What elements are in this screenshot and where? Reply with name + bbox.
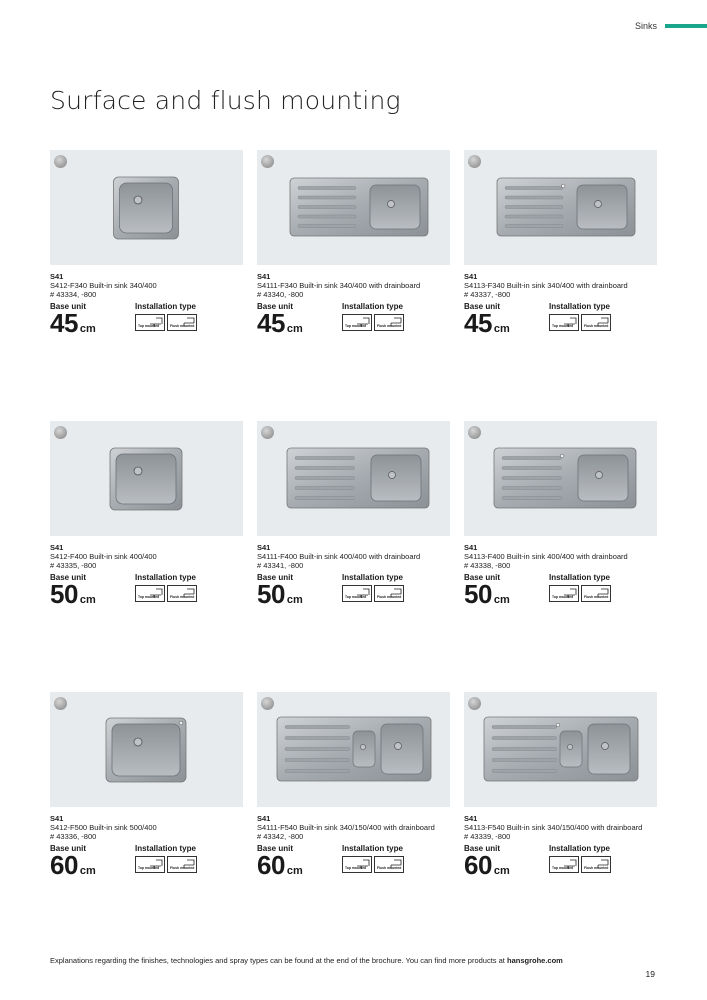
- product-photo[interactable]: [50, 421, 243, 536]
- product-article-number: # 43337, -800: [464, 290, 511, 299]
- base-unit-unit: cm: [79, 865, 96, 877]
- product-description: S4113-F540 Built-in sink 340/150/400 with drainboard: [464, 823, 643, 832]
- product-card[interactable]: [464, 421, 657, 607]
- product-series: S41: [464, 543, 478, 552]
- installation-type-icons: [342, 585, 404, 602]
- installation-type-label: Installation type: [342, 573, 403, 582]
- base-unit-value: 45: [257, 308, 285, 338]
- install-top-mounted-icon: [549, 585, 579, 602]
- installation-type-label: Installation type: [135, 302, 196, 311]
- install-top-mounted-label: Top mounted: [138, 866, 160, 871]
- product-photo[interactable]: [464, 421, 657, 536]
- sink-product-image: [50, 692, 243, 807]
- finish-swatch-icon: [261, 697, 274, 710]
- base-unit-size: [464, 308, 510, 339]
- installation-type-label: Installation type: [342, 302, 403, 311]
- product-description: S4113-F340 Built-in sink 340/400 with drainboard: [464, 281, 628, 290]
- product-description: S4111-F340 Built-in sink 340/400 with drainboard: [257, 281, 421, 290]
- product-description: S4113-F400 Built-in sink 400/400 with drainboard: [464, 552, 628, 561]
- base-unit-unit: cm: [493, 594, 510, 606]
- install-top-mounted-label: Top mounted: [345, 595, 367, 600]
- base-unit-label: Base unit: [50, 573, 87, 582]
- product-description: S412-F340 Built-in sink 340/400: [50, 281, 157, 290]
- product-photo[interactable]: [257, 421, 450, 536]
- sink-product-image: [50, 421, 243, 536]
- install-top-mounted-label: Top mounted: [552, 595, 574, 600]
- product-card[interactable]: [464, 692, 657, 878]
- install-flush-mounted-label: Flush mounted: [377, 866, 402, 871]
- product-article-number: # 43339, -800: [464, 832, 511, 841]
- installation-type-icons: [342, 314, 404, 331]
- product-photo[interactable]: [464, 692, 657, 807]
- footer-note-text: Explanations regarding the finishes, technologies and spray types can be found at the end of the brochure. You can find more products at: [50, 956, 507, 965]
- install-top-mounted-icon: [342, 585, 372, 602]
- base-unit-label: Base unit: [50, 844, 87, 853]
- base-unit-unit: cm: [286, 323, 303, 335]
- product-series: S41: [257, 543, 271, 552]
- install-flush-mounted-icon: [581, 585, 611, 602]
- sink-product-image: [257, 692, 450, 807]
- install-top-mounted-icon: [342, 856, 372, 873]
- install-top-mounted-label: Top mounted: [552, 324, 574, 329]
- product-description: S4111-F540 Built-in sink 340/150/400 with drainboard: [257, 823, 435, 832]
- product-series: S41: [257, 272, 271, 281]
- product-article-number: # 43342, -800: [257, 832, 304, 841]
- base-unit-label: Base unit: [464, 844, 501, 853]
- product-photo[interactable]: [257, 692, 450, 807]
- base-unit-unit: cm: [79, 594, 96, 606]
- base-unit-unit: cm: [286, 865, 303, 877]
- install-top-mounted-icon: [135, 585, 165, 602]
- product-specs: [464, 573, 657, 607]
- install-top-mounted-label: Top mounted: [345, 866, 367, 871]
- install-flush-mounted-icon: [167, 856, 197, 873]
- finish-swatch-icon: [54, 426, 67, 439]
- install-flush-mounted-icon: [581, 856, 611, 873]
- install-flush-mounted-label: Flush mounted: [584, 595, 609, 600]
- product-card[interactable]: [464, 150, 657, 336]
- base-unit-label: Base unit: [257, 302, 294, 311]
- product-series: S41: [464, 272, 478, 281]
- product-specs: [257, 573, 450, 607]
- product-specs: [464, 302, 657, 336]
- product-series: S41: [257, 814, 271, 823]
- finish-swatch-icon: [261, 155, 274, 168]
- install-flush-mounted-icon: [167, 314, 197, 331]
- installation-type-icons: [135, 585, 197, 602]
- product-specs: [257, 302, 450, 336]
- product-photo[interactable]: [257, 150, 450, 265]
- product-article-number: # 43336, -800: [50, 832, 97, 841]
- product-photo[interactable]: [50, 692, 243, 807]
- base-unit-label: Base unit: [257, 844, 294, 853]
- product-photo[interactable]: [464, 150, 657, 265]
- base-unit-unit: cm: [286, 594, 303, 606]
- product-card[interactable]: [50, 421, 243, 607]
- install-flush-mounted-icon: [374, 585, 404, 602]
- product-card[interactable]: [50, 150, 243, 336]
- sink-product-image: [464, 421, 657, 536]
- sink-product-image: [50, 150, 243, 265]
- product-description: S412-F400 Built-in sink 400/400: [50, 552, 157, 561]
- base-unit-value: 60: [50, 850, 78, 880]
- finish-swatch-icon: [54, 697, 67, 710]
- product-article-number: # 43334, -800: [50, 290, 97, 299]
- product-article-number: # 43340, -800: [257, 290, 304, 299]
- section-label: Sinks: [634, 21, 657, 31]
- product-card[interactable]: [257, 150, 450, 336]
- base-unit-size: [464, 579, 510, 610]
- product-article-number: # 43341, -800: [257, 561, 304, 570]
- installation-type-label: Installation type: [135, 573, 196, 582]
- base-unit-value: 45: [50, 308, 78, 338]
- install-top-mounted-label: Top mounted: [345, 324, 367, 329]
- finish-swatch-icon: [468, 697, 481, 710]
- base-unit-value: 45: [464, 308, 492, 338]
- install-flush-mounted-icon: [167, 585, 197, 602]
- installation-type-icons: [549, 314, 611, 331]
- install-top-mounted-label: Top mounted: [138, 324, 160, 329]
- sink-product-image: [464, 692, 657, 807]
- install-flush-mounted-label: Flush mounted: [170, 866, 195, 871]
- base-unit-label: Base unit: [464, 302, 501, 311]
- sink-product-image: [464, 150, 657, 265]
- footer-site-link[interactable]: hansgrohe.com: [506, 956, 563, 965]
- install-flush-mounted-label: Flush mounted: [584, 324, 609, 329]
- base-unit-unit: cm: [493, 865, 510, 877]
- base-unit-size: [257, 850, 303, 881]
- base-unit-size: [50, 850, 96, 881]
- base-unit-size: [50, 308, 96, 339]
- base-unit-label: Base unit: [50, 302, 87, 311]
- finish-swatch-icon: [468, 426, 481, 439]
- product-specs: [50, 302, 243, 336]
- installation-type-label: Installation type: [549, 573, 610, 582]
- finish-swatch-icon: [468, 155, 481, 168]
- install-flush-mounted-label: Flush mounted: [170, 595, 195, 600]
- install-flush-mounted-icon: [374, 314, 404, 331]
- installation-type-label: Installation type: [342, 844, 403, 853]
- product-photo[interactable]: [50, 150, 243, 265]
- sink-product-image: [257, 150, 450, 265]
- sink-product-image: [257, 421, 450, 536]
- product-specs: [50, 844, 243, 878]
- base-unit-size: [257, 308, 303, 339]
- install-flush-mounted-label: Flush mounted: [170, 324, 195, 329]
- base-unit-label: Base unit: [257, 573, 294, 582]
- installation-type-label: Installation type: [549, 844, 610, 853]
- product-card[interactable]: [257, 421, 450, 607]
- product-series: S41: [50, 543, 64, 552]
- installation-type-label: Installation type: [549, 302, 610, 311]
- installation-type-icons: [135, 314, 197, 331]
- install-top-mounted-label: Top mounted: [138, 595, 160, 600]
- product-article-number: # 43338, -800: [464, 561, 511, 570]
- install-flush-mounted-icon: [374, 856, 404, 873]
- base-unit-value: 50: [257, 579, 285, 609]
- product-card[interactable]: [50, 692, 243, 878]
- footer-note: [50, 956, 563, 965]
- install-top-mounted-icon: [549, 856, 579, 873]
- finish-swatch-icon: [54, 155, 67, 168]
- base-unit-size: [257, 579, 303, 610]
- product-description: S4111-F400 Built-in sink 400/400 with drainboard: [257, 552, 421, 561]
- install-top-mounted-icon: [342, 314, 372, 331]
- install-top-mounted-icon: [135, 314, 165, 331]
- install-flush-mounted-label: Flush mounted: [584, 866, 609, 871]
- product-series: S41: [50, 272, 64, 281]
- installation-type-icons: [135, 856, 197, 873]
- product-specs: [257, 844, 450, 878]
- page-number: 19: [645, 969, 655, 979]
- product-series: S41: [50, 814, 64, 823]
- install-flush-mounted-icon: [581, 314, 611, 331]
- product-article-number: # 43335, -800: [50, 561, 97, 570]
- base-unit-value: 60: [257, 850, 285, 880]
- base-unit-unit: cm: [493, 323, 510, 335]
- base-unit-value: 60: [464, 850, 492, 880]
- product-specs: [464, 844, 657, 878]
- installation-type-label: Installation type: [135, 844, 196, 853]
- base-unit-label: Base unit: [464, 573, 501, 582]
- base-unit-size: [50, 579, 96, 610]
- install-top-mounted-icon: [135, 856, 165, 873]
- page-title: Surface and flush mounting: [50, 86, 401, 115]
- section-accent-bar: [665, 24, 707, 28]
- install-top-mounted-icon: [549, 314, 579, 331]
- base-unit-size: [464, 850, 510, 881]
- base-unit-value: 50: [50, 579, 78, 609]
- install-top-mounted-label: Top mounted: [552, 866, 574, 871]
- base-unit-value: 50: [464, 579, 492, 609]
- installation-type-icons: [549, 585, 611, 602]
- installation-type-icons: [342, 856, 404, 873]
- install-flush-mounted-label: Flush mounted: [377, 595, 402, 600]
- product-series: S41: [464, 814, 478, 823]
- installation-type-icons: [549, 856, 611, 873]
- install-flush-mounted-label: Flush mounted: [377, 324, 402, 329]
- product-description: S412-F500 Built-in sink 500/400: [50, 823, 157, 832]
- product-specs: [50, 573, 243, 607]
- base-unit-unit: cm: [79, 323, 96, 335]
- product-card[interactable]: [257, 692, 450, 878]
- finish-swatch-icon: [261, 426, 274, 439]
